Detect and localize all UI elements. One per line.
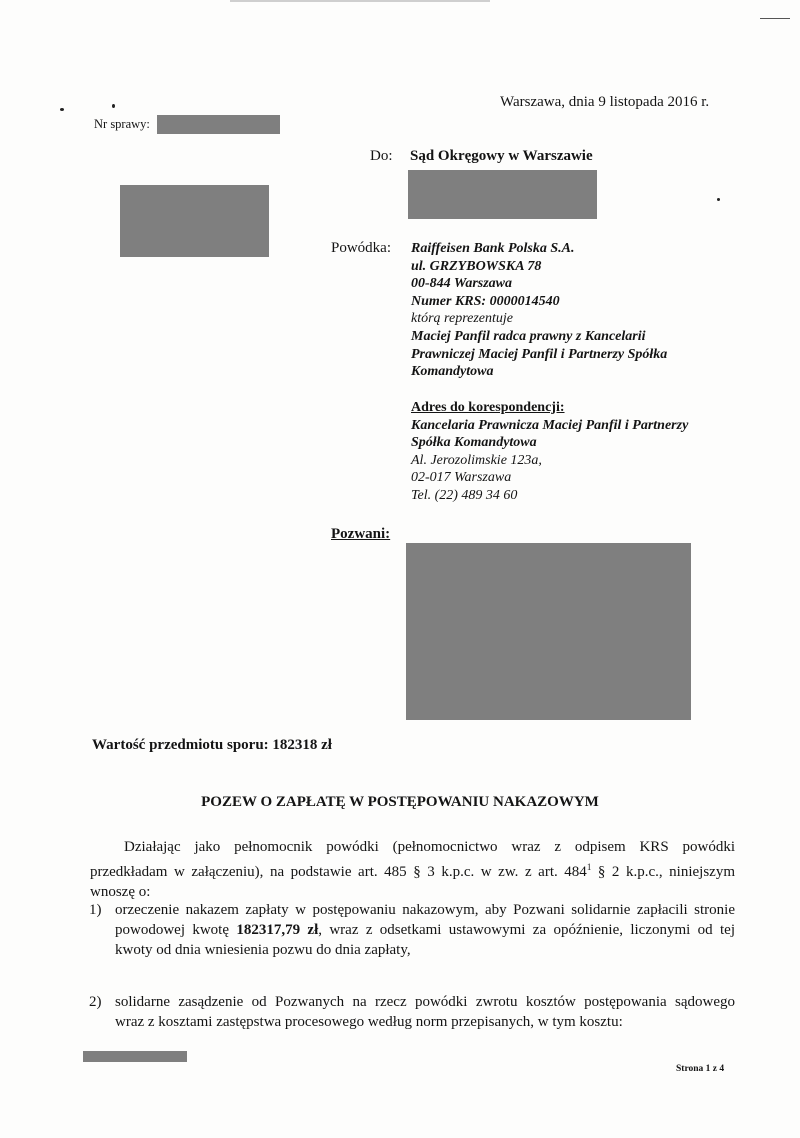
case-number-label: Nr sprawy:: [94, 117, 150, 131]
request-line: solidarne zasądzenie od Pozwanych na rzecz powódki zwrotu kosztów postępowania sądowego: [115, 994, 735, 1010]
intro-text: § 2 k.p.c., niniejszym: [591, 864, 735, 880]
redacted-logo: [120, 185, 269, 257]
request-line: orzeczenie nakazem zapłaty w postępowaniu nakazowym, aby Pozwani solidarnie zapłacili stronie: [115, 902, 735, 918]
request-text-part: powodowej kwotę: [115, 922, 237, 938]
plaintiff-city: 00-844 Warszawa: [411, 276, 513, 292]
document-title: POZEW O ZAPŁATĘ W POSTĘPOWANIU NAKAZOWYM: [201, 794, 599, 810]
request-line: [115, 920, 735, 940]
plaintiff-representative: Komandytowa: [411, 364, 494, 380]
plaintiff-krs: Numer KRS: 0000014540: [411, 293, 560, 309]
request-number: 2): [89, 994, 102, 1010]
request-text: [115, 900, 735, 960]
request-text-part: , wraz z odsetkami ustawowymi za opóźnienie, liczonymi od tej: [318, 922, 735, 938]
redacted-footer: [83, 1051, 187, 1062]
intro-line: [90, 857, 735, 882]
correspondence-street: Al. Jerozolimskie 123a,: [411, 452, 542, 468]
court-label: Do:: [370, 148, 393, 164]
plaintiff-representative: Maciej Panfil radca prawny z Kancelarii: [411, 328, 646, 344]
plaintiff-representative: Prawniczej Maciej Panfil i Partnerzy Spółka: [411, 346, 668, 362]
redacted-defendants: [406, 543, 691, 720]
intro-text: przedkładam w załączeniu), na podstawie art. 485 § 3 k.p.c. w zw. z art. 484: [90, 864, 587, 880]
scan-speck: [60, 108, 64, 111]
page-number: Strona 1 z 4: [676, 1064, 725, 1074]
correspondence-line: Kancelaria Prawnicza Maciej Panfil i Partnerzy: [411, 417, 689, 433]
request-text: [115, 992, 735, 1032]
plaintiff-represented-by: którą reprezentuje: [411, 311, 513, 327]
correspondence-phone: Tel. (22) 489 34 60: [411, 487, 518, 503]
defendants-label: Pozwani:: [331, 526, 391, 542]
plaintiff-block: [411, 240, 741, 381]
correspondence-block: [411, 399, 751, 505]
court-name: Sąd Okręgowy w Warszawie: [410, 148, 593, 164]
dispute-value: Wartość przedmiotu sporu: 182318 zł: [92, 737, 332, 753]
document-date: Warszawa, dnia 9 listopada 2016 r.: [500, 94, 710, 110]
request-line: wraz z kosztami zastępstwa procesowego według norm przepisanych, w tym kosztu:: [115, 1014, 623, 1030]
correspondence-heading: Adres do korespondencji:: [411, 400, 565, 415]
scan-speck: [717, 198, 720, 201]
intro-superscript: 1: [586, 862, 592, 872]
plaintiff-name: Raiffeisen Bank Polska S.A.: [411, 241, 575, 256]
correspondence-line: Spółka Komandytowa: [411, 435, 537, 451]
scan-speck: [112, 104, 115, 108]
claim-amount: 182317,79 zł: [236, 922, 319, 938]
redacted-case-number: [157, 115, 280, 134]
intro-line: wnoszę o:: [90, 884, 151, 900]
plaintiff-street: ul. GRZYBOWSKA 78: [411, 258, 542, 274]
scan-artifact: [230, 0, 490, 2]
intro-line: Działając jako pełnomocnik powódki (pełnomocnictwo wraz z odpisem KRS powódki: [124, 839, 735, 855]
request-number: 1): [89, 902, 102, 918]
redacted-court-address: [408, 170, 597, 219]
correspondence-city: 02-017 Warszawa: [411, 470, 512, 486]
request-line: kwoty od dnia wniesienia pozwu do dnia zapłaty,: [115, 942, 411, 958]
scan-artifact: [760, 18, 790, 19]
plaintiff-label: Powódka:: [331, 240, 391, 256]
intro-paragraph: [90, 837, 735, 902]
